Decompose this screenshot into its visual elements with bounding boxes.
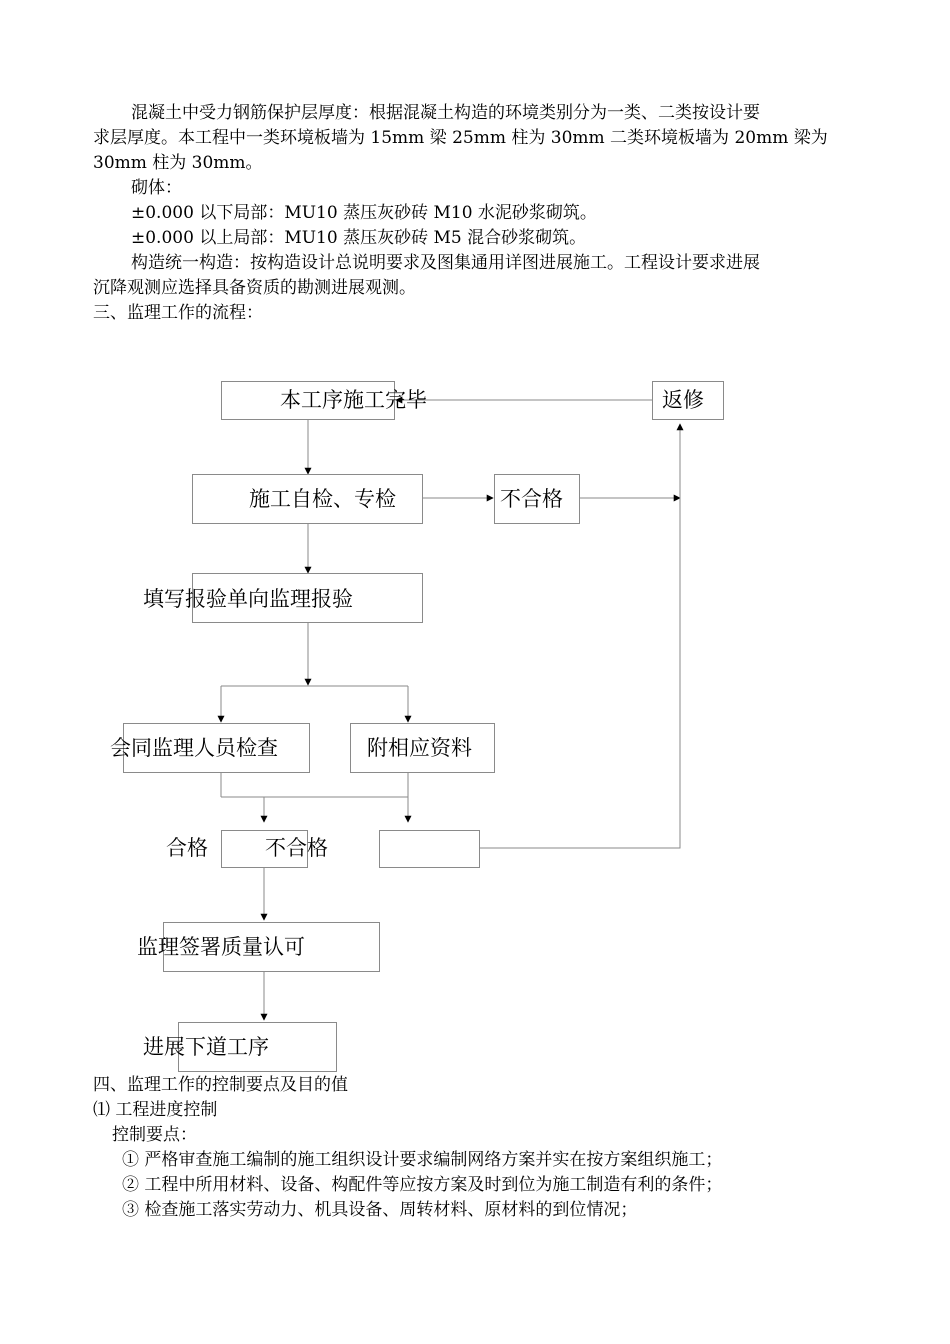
label-rework: 返修 (662, 388, 704, 412)
section3-title: 三、监理工作的流程： (93, 303, 263, 323)
label-fill-report: 填写报验单向监理报验 (143, 587, 353, 611)
masonry-below: ±0.000 以下局部：MU10 蒸压灰砂砖 M10 水泥砂浆砌筑。 (131, 203, 597, 223)
para1-line1: 混凝土中受力钢筋保护层厚度：根据混凝土构造的环境类别分为一类、二类按设计要 (131, 103, 760, 123)
label-sign-approval: 监理签署质量认可 (137, 935, 305, 959)
label-fail-2: 不合格 (265, 836, 328, 860)
section4-sub1: ⑴ 工程进度控制 (93, 1100, 218, 1120)
label-self-check: 施工自检、专检 (249, 487, 396, 511)
section4-item-1: ① 严格审查施工编制的施工组织设计要求编制网络方案并实在按方案组织施工； (122, 1150, 723, 1170)
section4-item-3: ③ 检查施工落实劳动力、机具设备、周转材料、原材料的到位情况； (122, 1200, 638, 1220)
masonry-above: ±0.000 以上局部：MU10 蒸压灰砂砖 M5 混合砂浆砌筑。 (131, 228, 587, 248)
label-step-complete: 本工序施工完毕 (280, 388, 427, 412)
box-fail-empty (379, 830, 480, 868)
label-next-process: 进展下道工序 (143, 1035, 269, 1059)
section4-item-2: ② 工程中所用材料、设备、构配件等应按方案及时到位为施工制造有利的条件； (122, 1175, 723, 1195)
construction-line1: 构造统一构造：按构造设计总说明要求及图集通用详图进展施工。工程设计要求进展 (131, 253, 760, 273)
label-fail-1: 不合格 (500, 487, 563, 511)
section4-title: 四、监理工作的控制要点及目的值 (93, 1075, 348, 1095)
masonry-title: 砌体： (131, 178, 182, 198)
label-joint-inspection: 会同监理人员检查 (110, 736, 278, 760)
para1-line3: 30mm 柱为 30mm。 (93, 153, 263, 173)
label-attach-docs: 附相应资料 (367, 736, 472, 760)
section4-key-points: 控制要点： (112, 1125, 197, 1145)
construction-line2: 沉降观测应选择具备资质的勘测进展观测。 (93, 278, 416, 298)
para1-line2: 求层厚度。本工程中一类环境板墙为 15mm 梁 25mm 柱为 30mm 二类环境板墙为 20mm 梁为 (93, 128, 828, 148)
label-pass: 合格 (166, 836, 208, 860)
